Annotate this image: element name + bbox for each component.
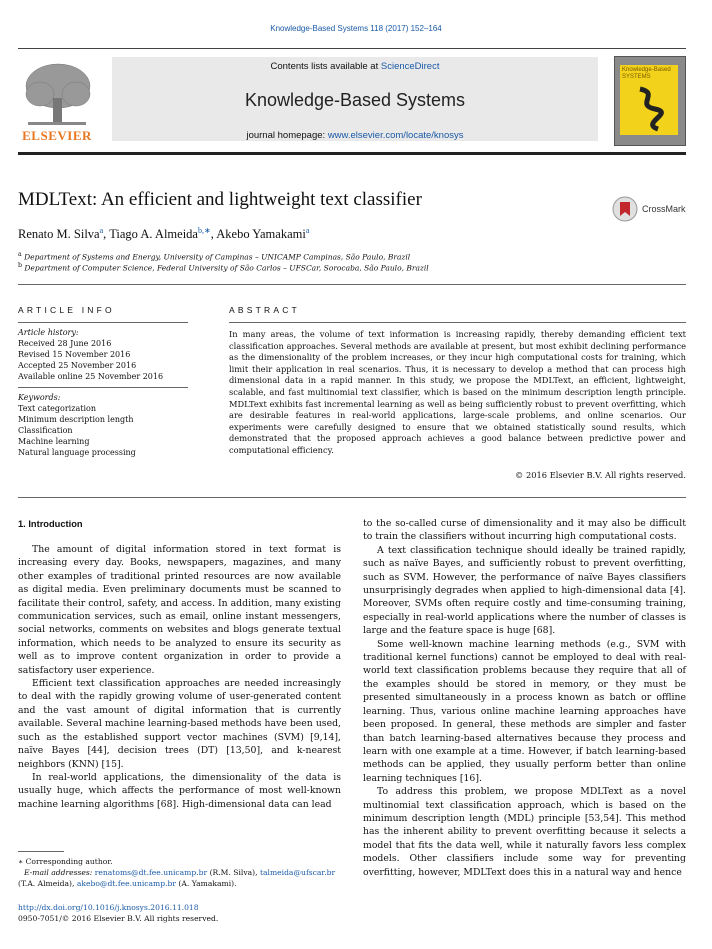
history-entry: Revised 15 November 2016 [18,350,131,359]
footnotes [18,856,348,889]
email-owner: (R.M. Silva), [207,868,260,877]
journal-title: Knowledge-Based Systems [244,90,466,110]
paragraph: The amount of digital information stored in text format is increasing every day. Books, newspapers, magazines, and many other examples of traditional printed resources are now available as digital media. Even preliminary documents must be scanned to facilitate their control, safety, and access. In addition, many existing communication services, such as email, online instant messengers, social networks, comments on websites and blogs generate textual information, which needs to be analyzed to ensure its security as well as to improve content organization in order to provide a satisfactory user experience. [18,544,341,676]
article-title: MDLText: An efficient and lightweight text classifier [18,189,422,210]
affiliation-mark: b [18,262,23,269]
contents-line [112,61,598,72]
contents-prefix: Contents lists available at [270,61,381,72]
homepage-prefix: journal homepage: [246,130,328,141]
author-affiliation-mark[interactable]: b,∗ [197,226,211,235]
issn-line: 0950-7051/© 2016 Elsevier B.V. All rights reserved. [18,914,219,923]
affiliation [18,262,429,273]
journal-homepage [112,130,598,141]
journal-reference[interactable]: Knowledge-Based Systems 118 (2017) 152–164 [270,24,442,33]
abstract-heading: ABSTRACT [229,305,300,315]
email-label: E-mail addresses: [24,868,93,877]
author-name[interactable]: Tiago A. Almeida [109,227,198,242]
right-column [363,517,686,879]
email-line [18,867,348,878]
article-history [18,327,188,382]
keywords-label: Keywords: [18,393,61,402]
cover-title: Knowledge-Based SYSTEMS [622,67,671,80]
header-divider [18,48,686,49]
homepage-link[interactable]: www.elsevier.com/locate/knosys [327,130,464,141]
keyword: Minimum description length [18,415,134,424]
affiliation-text: Department of Computer Science, Federal University of São Carlos – UFSCar, Sorocaba, São Paulo, Brazil [24,263,429,273]
abstract-copyright: © 2016 Elsevier B.V. All rights reserved. [515,470,686,480]
doi-link[interactable]: http://dx.doi.org/10.1016/j.knosys.2016.11.018 [18,903,199,912]
sciencedirect-link[interactable]: ScienceDirect [380,61,440,72]
frontmatter-divider [18,284,686,285]
history-entry: Available online 25 November 2016 [18,372,164,381]
keyword: Natural language processing [18,448,136,457]
author-affiliation-mark[interactable]: a [99,226,104,235]
email-link[interactable]: akebo@dt.fee.unicamp.br [76,879,177,888]
email-owner: (A. Yamakami). [176,879,237,888]
paragraph: to the so-called curse of dimensionality and it may also be difficult to train the classifiers without incurring high computational costs. [363,518,686,543]
crossmark-badge[interactable] [612,196,686,224]
paragraph: Efficient text classification approaches are needed increasingly to deal with the rapidly growing volume of user-generated content and the vast amount of digital information that is currently available. Several machine learning-based methods have been used, such as the established support vector machines (SVM) [9,14], naïve Bayes [44], decision trees (DT) [13,50], and k-nearest neighbors (KNN) [15]. [18,678,341,770]
article-info-divider [18,322,188,323]
crossmark-label: CrossMark [642,204,686,214]
keyword: Machine learning [18,437,90,446]
author-name[interactable]: Akebo Yamakami [216,227,306,242]
cover-figure-icon [620,83,678,133]
abstract-text: In many areas, the volume of text information is increasing rapidly, thereby demanding efficient text classification approaches. Several methods are available at present, but most exhibit declining performance as the dimensionality of the problem increases, or they incur high computational costs for training, which limit their application in real scenarios. Thus, it is necessary to develop a method that can process high dimensional data in a rapid manner. In this study, we propose the MDLText, an efficient, lightweight, scalable, and fast multinomial text classifier, which is based on the minimum description length principle. MDLText exhibits fast incremental learning as well as being sufficiently robust to prevent overfitting, which are desirable features in real-world applications, large-scale problems, and online scenarios. Our experiments were carefully designed to ensure that we obtained statistically sound results, which demonstrated that the proposed approach achieves a good balance between predictive power and computational efficiency. [229,329,686,455]
keywords-divider [18,387,188,388]
author-separator: , [103,227,110,242]
email-link[interactable]: talmeida@ufscar.br [259,868,336,877]
paragraph: A text classification technique should ideally be trained rapidly, such as naïve Bayes, and sufficiently robust to prevent overfitting, such as SVM. However, the performance of naïve Bayes classifiers unsurprisingly degrades when applied to high-dimensional data [4]. Moreover, SVMs often require costly and time-consuming training, especially in real-world applications where the number of classes is large and the feature space is huge [68]. [363,544,686,637]
author-name[interactable]: Renato M. Silva [18,227,100,242]
author-separator: , [210,227,217,242]
doi-block [18,902,218,924]
journal-cover-thumbnail[interactable] [614,56,686,146]
crossmark-icon [612,196,638,222]
paragraph: In real-world applications, the dimensionality of the data is usually huge, which affects the performance of most well-known machine learning algorithms [68]. High-dimensional data can lead [18,771,341,810]
history-label: Article history: [18,328,79,337]
body-divider [18,497,686,498]
elsevier-wordmark: ELSEVIER [22,128,92,143]
author-affiliation-mark[interactable]: a [305,226,310,235]
history-entry: Accepted 25 November 2016 [18,361,137,370]
affiliation [18,251,410,262]
footnote-divider [18,851,64,852]
keyword: Classification [18,426,73,435]
paragraph: To address this problem, we propose MDLText as a novel multinomial text classification approach, which is based on the minimum description length (MDL) principle [53,54]. This method has the inherent ability to prevent overfitting because it selects a model that fits the data well, while it naturally favors less complex models. Other classifiers include some way for preventing overfitting, however, MDLText does this in a natural way and hence [363,786,686,878]
author-list [18,226,309,242]
section-heading: 1. Introduction [18,519,83,529]
left-column [18,543,341,811]
paragraph: Some well-known machine learning methods (e.g., SVM with traditional kernel functions) cannot be employed to deal with real-world text classification problems because they require that all of the examples should be stored in memory, or they must be presented simultaneously in a process known as batch or offline learning. Thus, various online machine learning approaches have been proposed. In general, these methods are simpler and faster than batch learning-based alternatives because they process and learn with one example at a time. However, if batch learning-based methods can be applied, they usually perform better than online learning techniques [16]. [363,638,686,784]
keywords [18,392,188,458]
article-info-heading: ARTICLE INFO [18,305,115,315]
email-line [18,878,348,889]
header-thick-divider [18,152,686,155]
email-owner: (T.A. Almeida), [18,879,77,888]
abstract-divider [229,322,686,323]
keyword: Text categorization [18,404,96,413]
affiliation-mark: a [18,251,22,258]
cover-artwork [620,65,678,135]
email-link[interactable]: renatoms@dt.fee.unicamp.br [94,868,208,877]
history-entry: Received 28 June 2016 [18,339,112,348]
affiliation-text: Department of Systems and Energy, University of Campinas – UNICAMP Campinas, São Paulo, Brazil [24,252,411,262]
corresponding-author-note: ∗ Corresponding author. [18,857,113,866]
